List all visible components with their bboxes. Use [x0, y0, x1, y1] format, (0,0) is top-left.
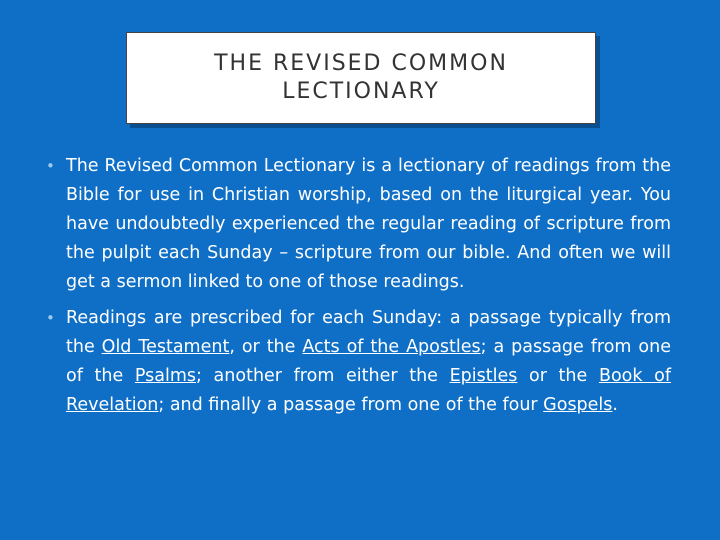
bullet-2	[46, 304, 671, 420]
title-box	[126, 32, 596, 124]
bullet-dot-icon: •	[46, 157, 55, 175]
link-epistles[interactable]: Epistles	[449, 366, 518, 386]
bullet-1	[46, 152, 671, 297]
bullet-2-text-2: , or the	[229, 337, 303, 357]
link-old-testament[interactable]: Old Testament	[101, 337, 230, 357]
bullet-2-text-6: ; and finally a passage from one of the four	[158, 395, 544, 415]
link-book-of-revelation[interactable]: Book of Revelation	[66, 366, 672, 415]
link-acts-of-the-apostles[interactable]: Acts of the Apostles	[302, 337, 481, 357]
slide-title: THE REVISED COMMON LECTIONARY	[214, 51, 508, 104]
bullet-2-text-3: ; a passage from one of the	[66, 337, 671, 386]
bullet-2-text-7: .	[612, 395, 618, 415]
bullet-2-text-4: ; another from either the	[196, 366, 450, 386]
link-psalms[interactable]: Psalms	[134, 366, 197, 386]
bullet-1-text: The Revised Common Lectionary is a lectionary of readings from the Bible for use in Christian worship, based on the liturgical year. You have undoubtedly experienced the regular reading of scripture from the pulpit each Sunday – scripture from our bible. And often we will get a sermon linked to one of those readings.	[66, 156, 671, 292]
bullet-2-text-1: Readings are prescribed for each Sunday: a passage typically from the	[66, 308, 671, 357]
bullet-2-text-5: or the	[517, 366, 599, 386]
bullet-dot-icon: •	[46, 309, 55, 327]
slide-content	[46, 152, 671, 427]
link-gospels[interactable]: Gospels	[543, 395, 613, 415]
